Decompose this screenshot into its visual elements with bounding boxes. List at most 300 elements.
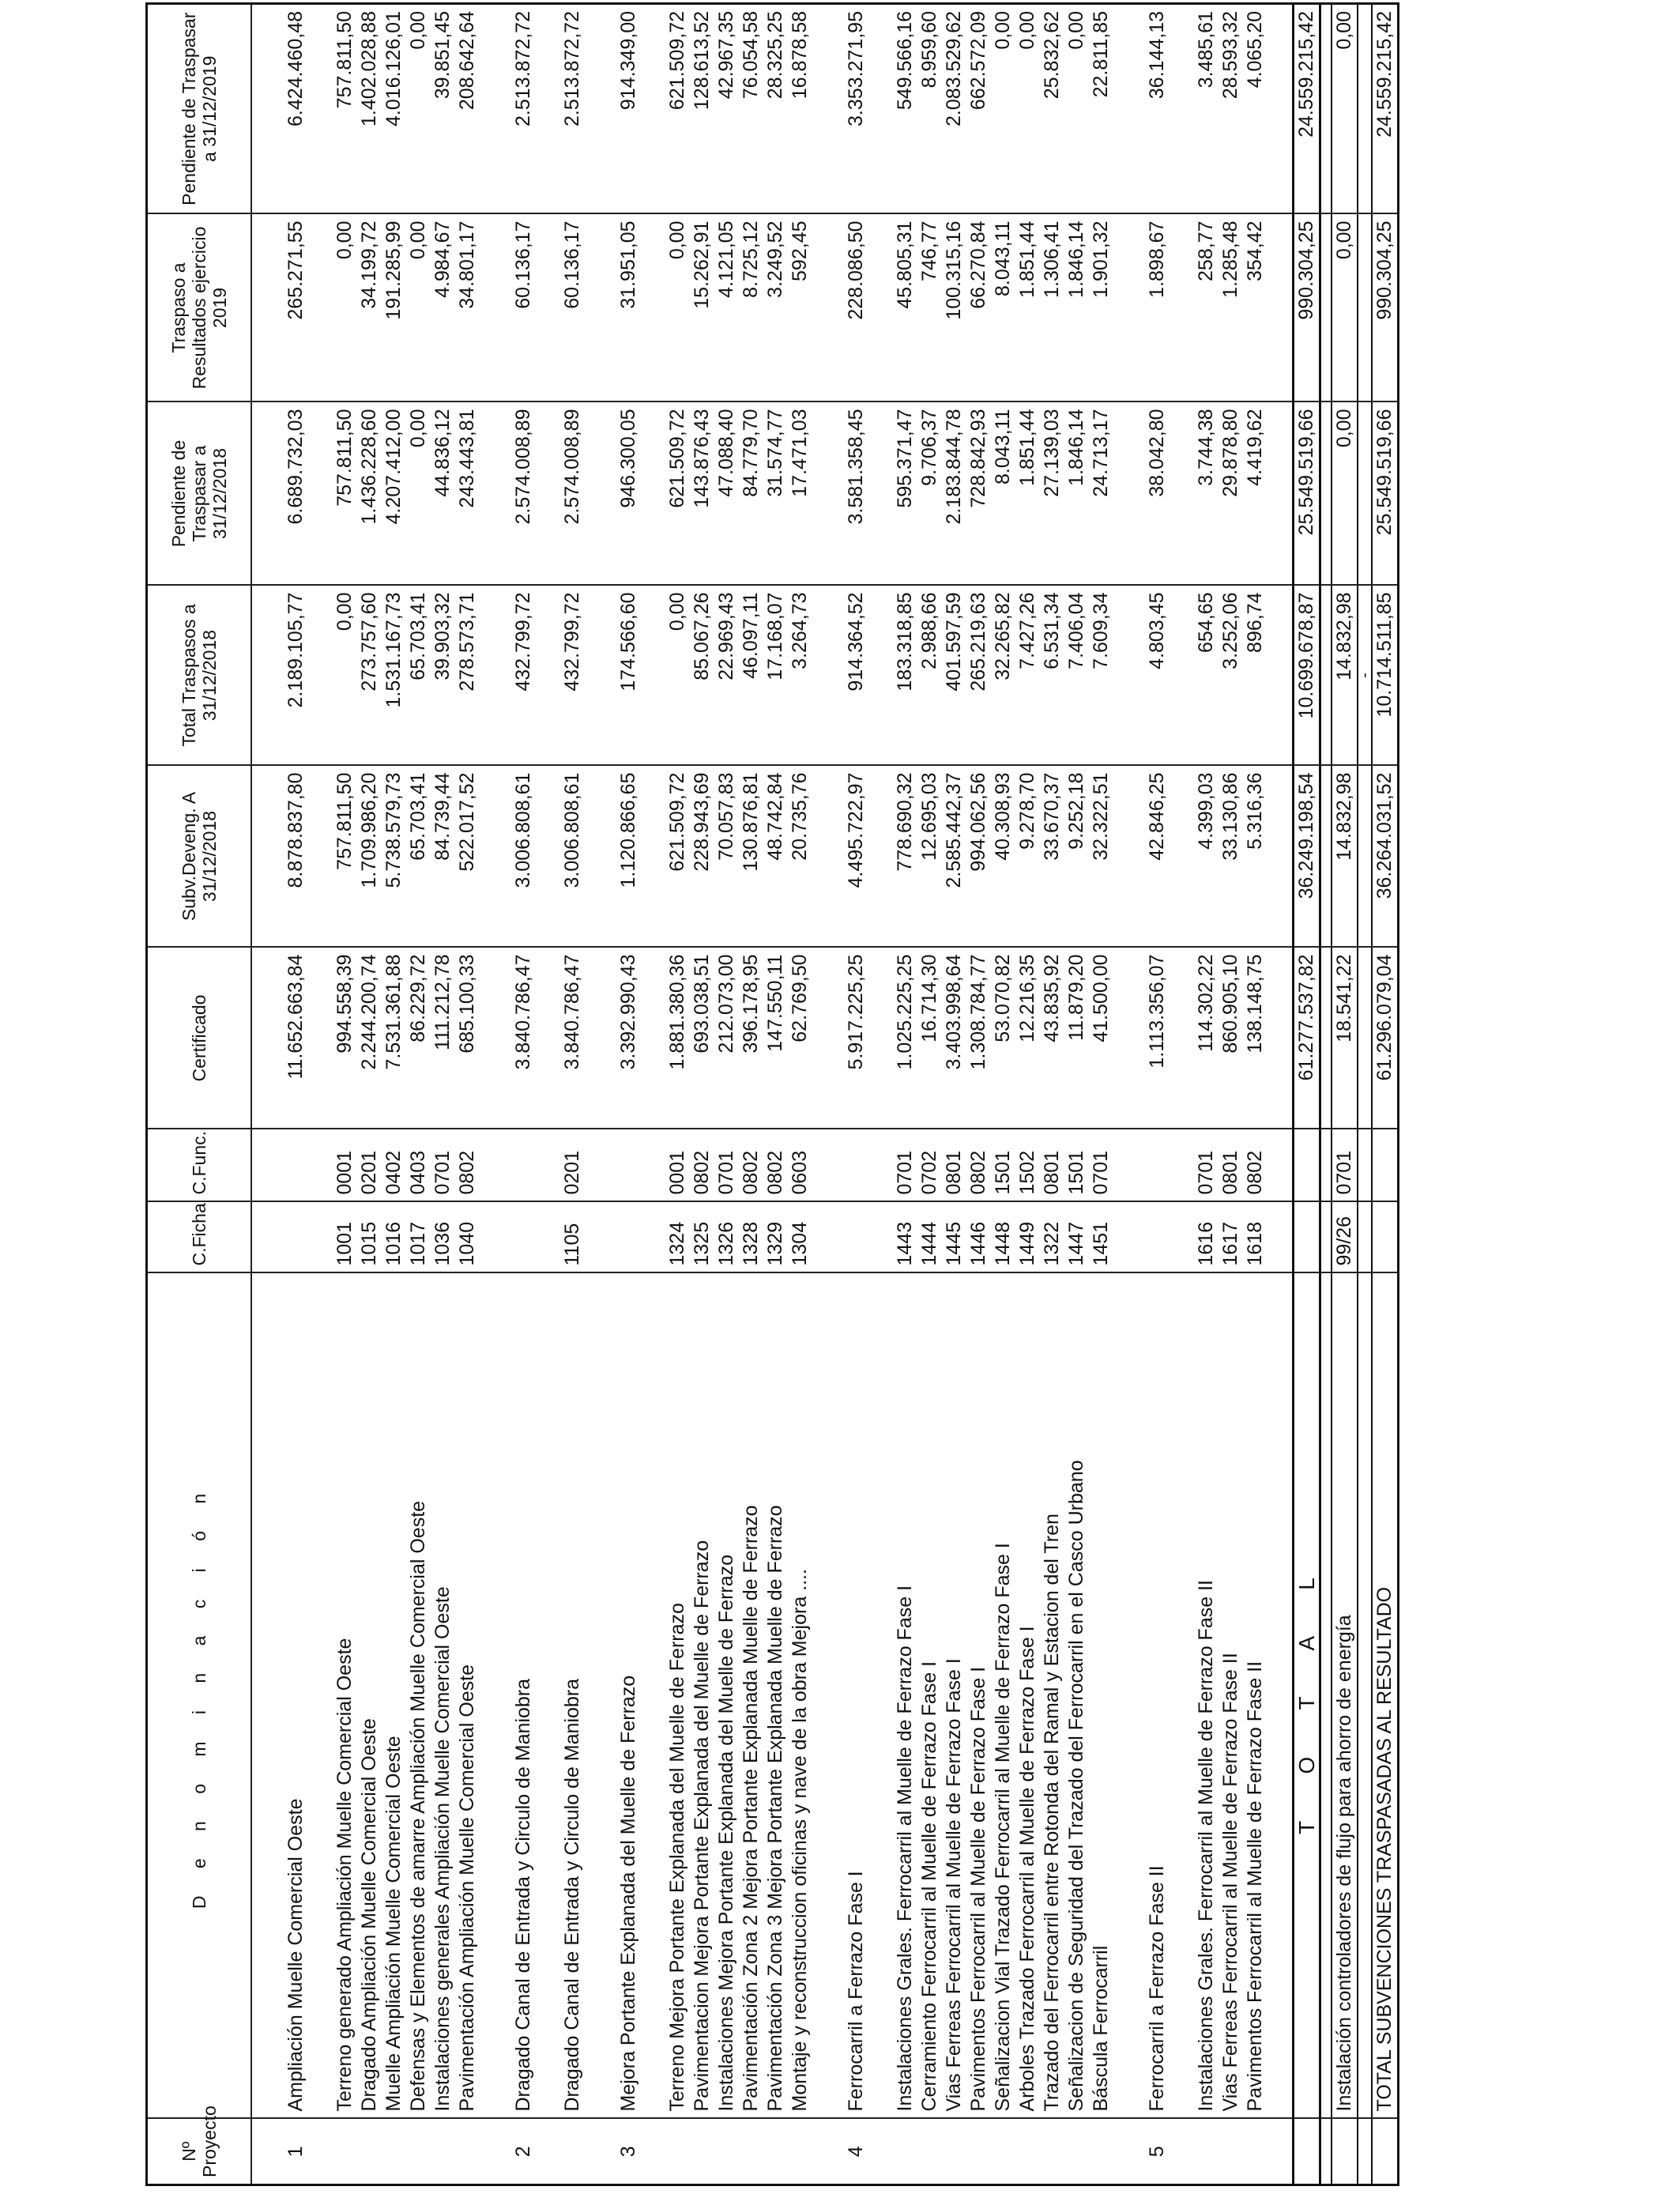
table-row xyxy=(739,4,763,2185)
empty-cell xyxy=(641,586,665,766)
empty-cell xyxy=(1294,2119,1320,2185)
pend2019-cell: 3.353.271,95 xyxy=(837,4,868,214)
subv-cell: 994.062,56 xyxy=(966,766,991,948)
denominacion-cell: Cerramiento Ferrocarril al Muelle de Ferrazo Fase I xyxy=(917,1273,942,2119)
pend2019-cell: 208.642,64 xyxy=(455,4,480,214)
rotated-page xyxy=(145,5,1536,2186)
denominacion-cell: Báscula Ferrocarril xyxy=(1089,1273,1113,2119)
energia-certificado: 18.541,22 xyxy=(1332,948,1358,1129)
empty-cell xyxy=(1170,402,1194,586)
ficha-cell: 1446 xyxy=(966,1202,991,1273)
ficha-cell xyxy=(1138,1202,1170,1273)
pend2019-cell: 3.485,61 xyxy=(1194,4,1219,214)
total_trasp-cell: 914.364,52 xyxy=(837,586,868,766)
empty-cell xyxy=(641,948,665,1129)
empty-cell xyxy=(308,1202,333,1273)
empty-cell xyxy=(1113,214,1138,402)
empty-cell xyxy=(480,1202,504,1273)
subv-cell: 3.006.808,61 xyxy=(504,766,536,948)
ficha-cell: 1016 xyxy=(382,1202,406,1273)
subv-cell: 9.252,18 xyxy=(1064,766,1089,948)
subv-cell: 48.742,84 xyxy=(763,766,788,948)
denominacion-cell: Instalaciones Grales. Ferrocarril al Muelle de Ferrazo Fase II xyxy=(1194,1273,1219,2119)
empty-cell xyxy=(812,402,837,586)
func-cell: 0802 xyxy=(763,1129,788,1202)
subv-cell: 130.876,81 xyxy=(739,766,763,948)
func-cell xyxy=(277,1129,308,1202)
empty-cell xyxy=(480,766,504,948)
total_trasp-cell: 85.067,26 xyxy=(690,586,714,766)
energia-trasp2019: 0,00 xyxy=(1332,214,1358,402)
subv-cell: 1.120.866,65 xyxy=(609,766,641,948)
total-total_trasp: 10.699.678,87 xyxy=(1294,586,1320,766)
empty-cell xyxy=(480,948,504,1129)
empty-cell xyxy=(251,2119,277,2185)
energia-pend2018: 0,00 xyxy=(1332,402,1358,586)
empty-cell xyxy=(1170,948,1194,1129)
empty-cell xyxy=(585,1129,609,1202)
ficha-cell: 1105 xyxy=(560,1202,585,1273)
proyecto-cell xyxy=(1040,2119,1064,2185)
pend2018-cell: 946.300,05 xyxy=(609,402,641,586)
group-title: Dragado Canal de Entrada y Circulo de Maniobra xyxy=(504,1273,536,2119)
subv-cell: 20.735,76 xyxy=(788,766,812,948)
pend2019-cell: 621.509,72 xyxy=(665,4,690,214)
empty-cell xyxy=(536,4,560,214)
total_trasp-cell: 0,00 xyxy=(665,586,690,766)
energia-row xyxy=(1332,4,1358,2185)
pend2018-cell: 38.042,80 xyxy=(1138,402,1170,586)
ficha-cell: 1328 xyxy=(739,1202,763,1273)
func-cell: 1502 xyxy=(1015,1129,1040,1202)
certificado-cell: 16.714,30 xyxy=(917,948,942,1129)
empty-cell xyxy=(1358,402,1372,586)
proyecto-cell xyxy=(917,2119,942,2185)
table-row xyxy=(1064,4,1089,2185)
empty-cell xyxy=(1170,1273,1194,2119)
ficha-cell: 1322 xyxy=(1040,1202,1064,1273)
certificado-cell: 994.558,39 xyxy=(333,948,357,1129)
header-total-traspasos: Total Traspasos a 31/12/2018 xyxy=(147,586,252,766)
empty-cell xyxy=(1268,1129,1294,1202)
group-title: Ferrocarril a Ferrazo Fase I xyxy=(837,1273,868,2119)
total_trasp-cell: 3.264,73 xyxy=(788,586,812,766)
empty-cell xyxy=(585,1273,609,2119)
empty-cell xyxy=(1268,214,1294,402)
table-row xyxy=(1194,4,1219,2185)
trasp2019-cell: 746,77 xyxy=(917,214,942,402)
empty-cell xyxy=(1320,1273,1332,2119)
ficha-cell: 1326 xyxy=(714,1202,739,1273)
pend2019-cell: 6.424.460,48 xyxy=(277,4,308,214)
total-label: T O T A L xyxy=(1294,1273,1320,2119)
ficha-cell: 1325 xyxy=(690,1202,714,1273)
proyecto-cell xyxy=(788,2119,812,2185)
func-cell: 0701 xyxy=(714,1129,739,1202)
func-cell: 0802 xyxy=(739,1129,763,1202)
pend2019-cell: 4.016.126,01 xyxy=(382,4,406,214)
empty-cell xyxy=(251,1202,277,1273)
table-row xyxy=(1243,4,1268,2185)
table-row xyxy=(942,4,966,2185)
total_trasp-cell: 17.168,07 xyxy=(763,586,788,766)
total_trasp-cell: 896,74 xyxy=(1243,586,1268,766)
empty-cell xyxy=(308,1273,333,2119)
total_trasp-cell: 432.799,72 xyxy=(504,586,536,766)
subv-cell: 9.278,70 xyxy=(1015,766,1040,948)
proyecto-cell xyxy=(382,2119,406,2185)
ficha-cell: 1445 xyxy=(942,1202,966,1273)
proyecto-cell xyxy=(739,2119,763,2185)
func-cell: 0802 xyxy=(690,1129,714,1202)
empty-cell xyxy=(536,1273,560,2119)
empty-cell xyxy=(812,4,837,214)
empty-cell xyxy=(536,1202,560,1273)
certificado-cell: 41.500,00 xyxy=(1089,948,1113,1129)
pend2019-cell: 757.811,50 xyxy=(333,4,357,214)
func-cell xyxy=(504,1129,536,1202)
pend2018-cell: 29.878,80 xyxy=(1219,402,1243,586)
trasp2019-cell: 1.306,41 xyxy=(1040,214,1064,402)
empty-cell xyxy=(480,4,504,214)
pend2018-cell: 17.471,03 xyxy=(788,402,812,586)
empty-cell xyxy=(1358,1273,1372,2119)
empty-cell xyxy=(812,766,837,948)
empty-cell xyxy=(812,586,837,766)
proyecto-cell xyxy=(406,2119,431,2185)
trasp2019-cell: 0,00 xyxy=(406,214,431,402)
trasp2019-cell: 1.285,48 xyxy=(1219,214,1243,402)
empty-cell xyxy=(1268,402,1294,586)
total_trasp-cell: 2.988,66 xyxy=(917,586,942,766)
pend2018-cell: 2.574.008,89 xyxy=(504,402,536,586)
empty-cell xyxy=(641,1129,665,1202)
func-cell xyxy=(837,1129,868,1202)
trasp2019-cell: 45.805,31 xyxy=(893,214,917,402)
empty-cell xyxy=(251,766,277,948)
total_trasp-cell: 174.566,60 xyxy=(609,586,641,766)
func-cell: 0603 xyxy=(788,1129,812,1202)
spacer-row xyxy=(1113,4,1138,2185)
header-traspaso-2019: Traspaso a Resultados ejercicio 2019 xyxy=(147,214,252,402)
denominacion-cell: Pavimentos Ferrocarril al Muelle de Ferrazo Fase I xyxy=(966,1273,991,2119)
ficha-cell: 1448 xyxy=(991,1202,1015,1273)
certificado-cell: 11.879,20 xyxy=(1064,948,1089,1129)
total_trasp-cell: 6.531,34 xyxy=(1040,586,1064,766)
pend2019-cell: 22.811,85 xyxy=(1089,4,1113,214)
proyecto-cell xyxy=(966,2119,991,2185)
group-row xyxy=(837,4,868,2185)
trasp2019-cell: 15.262,91 xyxy=(690,214,714,402)
pend2018-cell: 2.183.844,78 xyxy=(942,402,966,586)
empty-cell xyxy=(1358,1202,1372,1273)
proyecto-cell xyxy=(893,2119,917,2185)
certificado-cell: 2.244.200,74 xyxy=(357,948,382,1129)
proyecto-cell xyxy=(431,2119,455,2185)
empty-cell xyxy=(585,4,609,214)
ficha-cell: 1444 xyxy=(917,1202,942,1273)
empty-cell xyxy=(868,586,893,766)
pend2018-cell: 3.744,38 xyxy=(1194,402,1219,586)
denominacion-cell: Instalaciones Mejora Portante Explanada del Muelle de Ferrazo xyxy=(714,1273,739,2119)
func-cell: 0802 xyxy=(455,1129,480,1202)
table-row xyxy=(1089,4,1113,2185)
pend2018-cell: 31.574,77 xyxy=(763,402,788,586)
empty-cell xyxy=(1268,766,1294,948)
table-body xyxy=(251,4,1399,2185)
certificado-cell: 12.216,35 xyxy=(1015,948,1040,1129)
func-cell: 0701 xyxy=(431,1129,455,1202)
certificado-cell: 62.769,50 xyxy=(788,948,812,1129)
subv-cell: 621.509,72 xyxy=(665,766,690,948)
pend2018-cell: 6.689.732,03 xyxy=(277,402,308,586)
ficha-cell xyxy=(504,1202,536,1273)
trasp2019-cell: 4.121,05 xyxy=(714,214,739,402)
grand-total-pend2018: 25.549.519,66 xyxy=(1372,402,1399,586)
certificado-cell: 685.100,33 xyxy=(455,948,480,1129)
proyecto-cell xyxy=(357,2119,382,2185)
subv-cell: 5.738.579,73 xyxy=(382,766,406,948)
empty-cell xyxy=(1113,1202,1138,1273)
empty-cell xyxy=(1170,1202,1194,1273)
empty-cell xyxy=(812,214,837,402)
total_trasp-cell: 7.427,26 xyxy=(1015,586,1040,766)
empty-cell xyxy=(585,586,609,766)
empty-cell xyxy=(480,1129,504,1202)
ficha-cell: 1616 xyxy=(1194,1202,1219,1273)
empty-cell xyxy=(1268,586,1294,766)
empty-cell xyxy=(1320,586,1332,766)
pend2019-cell: 549.566,16 xyxy=(893,4,917,214)
pend2019-cell: 128.613,52 xyxy=(690,4,714,214)
proyecto-number: 5 xyxy=(1138,2119,1170,2185)
empty-cell xyxy=(1170,1129,1194,1202)
certificado-cell: 147.550,11 xyxy=(763,948,788,1129)
table-row xyxy=(455,4,480,2185)
subv-cell: 40.308,93 xyxy=(991,766,1015,948)
func-cell: 0701 xyxy=(1089,1129,1113,1202)
trasp2019-cell: 34.199,72 xyxy=(357,214,382,402)
trasp2019-cell: 258,77 xyxy=(1194,214,1219,402)
pend2019-cell: 0,00 xyxy=(1064,4,1089,214)
empty-cell xyxy=(585,2119,609,2185)
empty-cell xyxy=(1294,1129,1320,1202)
proyecto-cell xyxy=(560,2119,585,2185)
total_trasp-cell: 39.903,32 xyxy=(431,586,455,766)
proyecto-cell xyxy=(763,2119,788,2185)
empty-cell xyxy=(1320,1202,1332,1273)
total_trasp-cell: 654,65 xyxy=(1194,586,1219,766)
empty-cell xyxy=(641,1202,665,1273)
pend2018-cell: 44.836,12 xyxy=(431,402,455,586)
table-row xyxy=(1040,4,1064,2185)
proyecto-cell xyxy=(1219,2119,1243,2185)
dash-mark: - xyxy=(1358,586,1372,766)
empty-cell xyxy=(1358,948,1372,1129)
empty-cell xyxy=(480,2119,504,2185)
func-cell: 0802 xyxy=(966,1129,991,1202)
empty-cell xyxy=(1170,4,1194,214)
denominacion-cell: Pavimentación Zona 3 Mejora Portante Explanada Muelle de Ferrazo xyxy=(763,1273,788,2119)
trasp2019-cell: 8.725,12 xyxy=(739,214,763,402)
grand-total-certificado: 61.296.079,04 xyxy=(1372,948,1399,1129)
table-row xyxy=(333,4,357,2185)
pend2018-cell: 84.779,70 xyxy=(739,402,763,586)
ficha-cell: 1449 xyxy=(1015,1202,1040,1273)
ficha-cell: 1618 xyxy=(1243,1202,1268,1273)
empty-cell xyxy=(1358,766,1372,948)
pend2018-cell: 24.713,17 xyxy=(1089,402,1113,586)
certificado-cell: 11.652.663,84 xyxy=(277,948,308,1129)
pend2019-cell: 0,00 xyxy=(406,4,431,214)
header-proyecto: Nº Proyecto xyxy=(147,2119,252,2185)
proyecto-cell xyxy=(333,2119,357,2185)
denominacion-cell: Montaje y reconstruccion oficinas y nave de la obra Mejora .... xyxy=(788,1273,812,2119)
certificado-cell: 212.073,00 xyxy=(714,948,739,1129)
empty-cell xyxy=(308,214,333,402)
empty-cell xyxy=(1358,214,1372,402)
func-cell xyxy=(609,1129,641,1202)
empty-cell xyxy=(812,2119,837,2185)
empty-cell xyxy=(308,402,333,586)
trasp2019-cell: 60.136,17 xyxy=(504,214,536,402)
total_trasp-cell: 0,00 xyxy=(333,586,357,766)
pend2019-cell: 2.513.872,72 xyxy=(504,4,536,214)
trasp2019-cell: 0,00 xyxy=(333,214,357,402)
empty-cell xyxy=(480,586,504,766)
ficha-cell: 1617 xyxy=(1219,1202,1243,1273)
empty-cell xyxy=(1170,586,1194,766)
func-cell: 0701 xyxy=(893,1129,917,1202)
energia-subv: 14.832,98 xyxy=(1332,766,1358,948)
certificado-cell: 86.229,72 xyxy=(406,948,431,1129)
certificado-cell: 7.531.361,88 xyxy=(382,948,406,1129)
ficha-cell: 1015 xyxy=(357,1202,382,1273)
empty-cell xyxy=(641,2119,665,2185)
empty-cell xyxy=(585,766,609,948)
denominacion-cell: Muelle Ampliación Muelle Comercial Oeste xyxy=(382,1273,406,2119)
certificado-cell: 43.835,92 xyxy=(1040,948,1064,1129)
spacer-row xyxy=(251,4,277,2185)
empty-cell xyxy=(1268,4,1294,214)
header-ficha: C.Ficha xyxy=(147,1202,252,1273)
ficha-cell: 1040 xyxy=(455,1202,480,1273)
spacer-row xyxy=(641,4,665,2185)
pend2019-cell: 76.054,58 xyxy=(739,4,763,214)
empty-cell xyxy=(641,766,665,948)
ficha-cell: 1001 xyxy=(333,1202,357,1273)
denominacion-cell: Defensas y Elementos de amarre Ampliación Muelle Comercial Oeste xyxy=(406,1273,431,2119)
empty-cell xyxy=(868,948,893,1129)
proyecto-cell xyxy=(942,2119,966,2185)
trasp2019-cell: 60.136,17 xyxy=(560,214,585,402)
subv-cell: 65.703,41 xyxy=(406,766,431,948)
proyecto-number: 3 xyxy=(609,2119,641,2185)
proyecto-number: 4 xyxy=(837,2119,868,2185)
certificado-cell: 3.840.786,47 xyxy=(504,948,536,1129)
subv-cell: 228.943,69 xyxy=(690,766,714,948)
pend2018-cell: 595.371,47 xyxy=(893,402,917,586)
pend2018-cell: 1.436.228,60 xyxy=(357,402,382,586)
empty-cell xyxy=(868,766,893,948)
trasp2019-cell: 354,42 xyxy=(1243,214,1268,402)
pend2018-cell: 9.706,37 xyxy=(917,402,942,586)
certificado-cell: 396.178,95 xyxy=(739,948,763,1129)
empty-cell xyxy=(812,1273,837,2119)
total_trasp-cell: 7.406,04 xyxy=(1064,586,1089,766)
empty-cell xyxy=(1113,586,1138,766)
func-cell: 0201 xyxy=(560,1129,585,1202)
empty-cell xyxy=(868,1129,893,1202)
empty-cell xyxy=(868,1202,893,1273)
empty-cell xyxy=(641,1273,665,2119)
energia-denominacion: Instalación controladores de flujo para ahorro de energía xyxy=(1332,1273,1358,2119)
energia-ficha: 99/26 xyxy=(1332,1202,1358,1273)
table-row xyxy=(406,4,431,2185)
proyecto-cell xyxy=(1194,2119,1219,2185)
header-pendiente-2018: Pendiente de Traspasar a 31/12/2018 xyxy=(147,402,252,586)
empty-cell xyxy=(868,1273,893,2119)
func-cell: 0801 xyxy=(1219,1129,1243,1202)
subv-cell: 2.585.442,37 xyxy=(942,766,966,948)
empty-cell xyxy=(1320,4,1332,214)
certificado-cell: 3.403.998,64 xyxy=(942,948,966,1129)
trasp2019-cell: 4.984,67 xyxy=(431,214,455,402)
proyecto-number: 1 xyxy=(277,2119,308,2185)
pend2018-cell: 47.088,40 xyxy=(714,402,739,586)
pend2018-cell: 8.043,11 xyxy=(991,402,1015,586)
func-cell: 0702 xyxy=(917,1129,942,1202)
certificado-cell: 3.840.786,47 xyxy=(560,948,585,1129)
pend2019-cell: 42.967,35 xyxy=(714,4,739,214)
total_trasp-cell: 7.609,34 xyxy=(1089,586,1113,766)
empty-cell xyxy=(308,586,333,766)
empty-cell xyxy=(1113,948,1138,1129)
empty-cell xyxy=(1170,2119,1194,2185)
proyecto-cell xyxy=(455,2119,480,2185)
denominacion-cell: Pavimentacion Mejora Portante Explanada del Muelle de Ferrazo xyxy=(690,1273,714,2119)
subv-cell: 757.811,50 xyxy=(333,766,357,948)
func-cell: 0801 xyxy=(1040,1129,1064,1202)
spacer-row xyxy=(536,4,560,2185)
table-row xyxy=(560,4,585,2185)
empty-cell xyxy=(641,214,665,402)
trasp2019-cell: 34.801,17 xyxy=(455,214,480,402)
header-subv: Subv.Deveng. A 31/12/2018 xyxy=(147,766,252,948)
ficha-cell: 1324 xyxy=(665,1202,690,1273)
total-row xyxy=(1294,4,1320,2185)
trasp2019-cell: 8.043,11 xyxy=(991,214,1015,402)
total_trasp-cell: 65.703,41 xyxy=(406,586,431,766)
empty-cell xyxy=(1358,2119,1372,2185)
proyecto-number: 2 xyxy=(504,2119,536,2185)
total_trasp-cell: 2.189.105,77 xyxy=(277,586,308,766)
empty-cell xyxy=(868,402,893,586)
empty-cell xyxy=(251,1129,277,1202)
spacer-row xyxy=(1268,4,1294,2185)
empty-cell xyxy=(1113,1273,1138,2119)
pend2019-cell: 2.083.529,62 xyxy=(942,4,966,214)
empty-cell xyxy=(480,402,504,586)
empty-cell xyxy=(251,402,277,586)
subv-cell: 12.695,03 xyxy=(917,766,942,948)
group-row xyxy=(609,4,641,2185)
empty-cell xyxy=(1170,766,1194,948)
empty-cell xyxy=(536,214,560,402)
total_trasp-cell: 46.097,11 xyxy=(739,586,763,766)
func-cell: 1501 xyxy=(991,1129,1015,1202)
total_trasp-cell: 1.531.167,73 xyxy=(382,586,406,766)
